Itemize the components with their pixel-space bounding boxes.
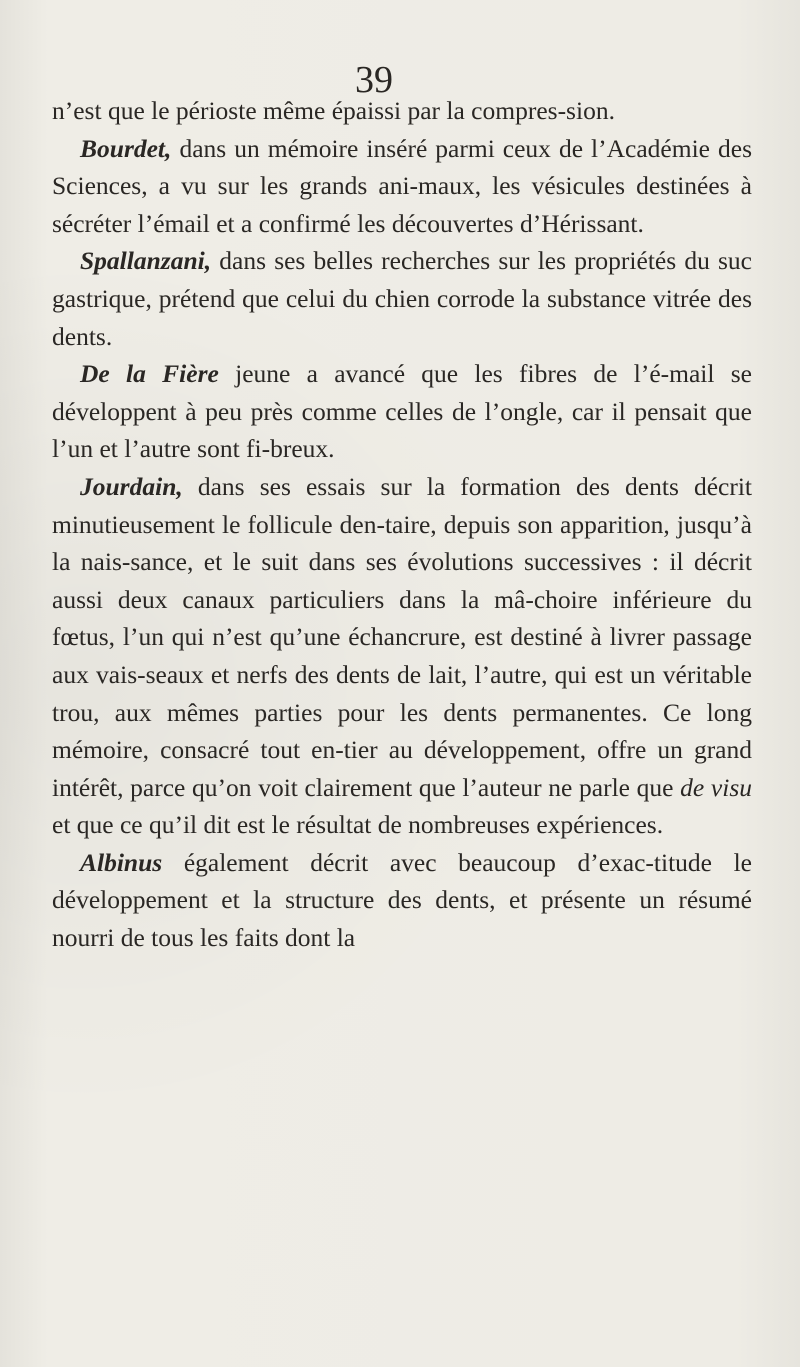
paragraph-text: et que ce qu’il dit est le résultat de nombreuses expériences. bbox=[52, 810, 664, 840]
paragraph-text: également décrit avec beaucoup d’exac-titude le développement et la structure des dents, et présente un résumé nourri de tous les faits dont la bbox=[52, 847, 752, 953]
paragraph-text: dans ses belles recherches sur les propriétés du suc gastrique, prétend que celui du chien corrode la substance vitrée des dents. bbox=[52, 246, 752, 351]
paragraph-text: n’est que le périoste même épaissi par la compres-sion. bbox=[52, 96, 615, 125]
latin-phrase: de visu bbox=[680, 772, 752, 802]
paragraph-de-la-fiere bbox=[52, 355, 752, 468]
paragraph-text: dans un mémoire inséré parmi ceux de l’Académie des Sciences, a vu sur les grands ani-maux, les vésicules destinées à sécréter l’émail et a confirmé les découvertes d’Hérissant. bbox=[52, 133, 753, 238]
paragraph-text: jeune a avancé que les fibres de l’é-mail se développent à peu près comme celles de l’ongle, car il pensait que l’un et l’autre sont fi-breux. bbox=[52, 359, 752, 464]
author-name: Albinus bbox=[80, 847, 163, 877]
page-number: 39 bbox=[355, 59, 393, 101]
paragraph-jourdain bbox=[52, 468, 752, 844]
paragraph-albinus bbox=[52, 844, 752, 957]
author-name: Bourdet, bbox=[80, 133, 172, 163]
author-name: Jourdain, bbox=[80, 471, 183, 501]
paragraph-1 bbox=[52, 92, 752, 130]
paragraph-bourdet bbox=[52, 130, 752, 243]
paragraph-spallanzani bbox=[52, 242, 752, 355]
paragraph-text: dans ses essais sur la formation des dents décrit minutieusement le follicule den-taire, depuis son apparition, jusqu’à la nais-sance, et le suit dans ses évolutions successives : il décrit aussi deux canaux particuliers dans la mâ-choire inférieure du fœtus, l’un qui n’est qu’une échancrure, est destiné à livrer passage aux vais-seaux et nerfs des dents de lait, l’autre, qui est un véritable trou, aux mêmes parties pour les dents permanentes. Ce long mémoire, consacré tout en-tier au développement, offre un grand intérêt, parce qu’on voit clairement que l’auteur ne parle que bbox=[52, 471, 753, 802]
author-name: De la Fière bbox=[80, 359, 219, 389]
body-text bbox=[52, 92, 752, 957]
author-name: Spallanzani, bbox=[80, 246, 212, 276]
